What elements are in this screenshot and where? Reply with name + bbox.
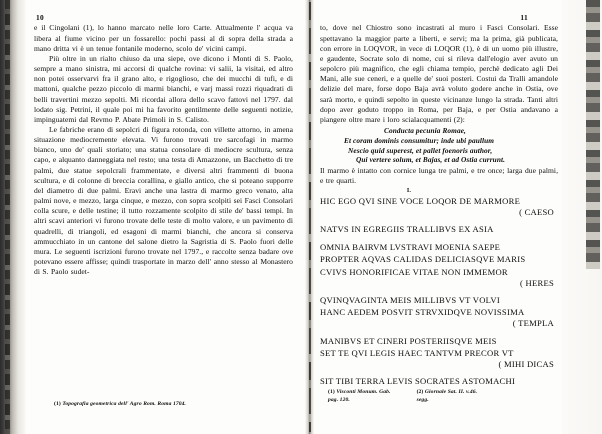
recto-footnote-1-cont: pag. 120.: [328, 397, 350, 403]
verse-line-4: Qui vertere solum, et Bajas, et ad Ostia currunt.: [356, 155, 506, 165]
verso-paragraph-3: Le fabriche erano di sepolcri di figura rotonda, con villette attorno, in amena situazione mediocremente elevata. Vi furono trovati tre sarcofagi in marmo bianco, uno de' quali storiato; una statua consolare di mediocre scultura, senza capo, e alquanto danneggiata nel resto; una testa di Amazzone, un Bacchetto di tre palmi, due statue sepolcrali frammentate, e diversi altri frammenti di buona scultura, e di colonne di breccia corallina, e giallo antico, che si poteano supporre del diametro di due palmi. Eravi anche una lastra di marmo greco venato, alta palmi nove, e mezzo, larga cinque, e mezzo, con sopra scolpiti sei Fasci Consolari colla scure, e delle testine; il tutto rozzamente scolpito di stile de' bassi tempi. In altri scavi anteriori vi furono trovate delle teste di molto valore, e un pavimento di quadrelli, di triangoli, ed esagoni di marmi bianchi, che ancora si conserva ammucchiato in un cantone del salone dietro la Sagristia di S. Paolo fuori delle mura. Le seguenti iscrizioni furono trovate nel 1797., e raccolte senza badare ove potevano essere affisse; quindi trasportate in marzo dell' anno stesso al Monastero di S. Paolo sudet-: [34, 124, 293, 277]
binding-gutter-shadow: [309, 2, 311, 432]
inscription-line: SET TE QVI LEGIS HAEC TANTVM PRECOR VT: [320, 348, 514, 359]
roman-inscription-block: [320, 188, 558, 388]
verso-paragraph-1: e il Cingolani (1), lo hanno marcato nelle loro Carte. Attualmente l' acqua va libera al fiume vicino per un fossarello: pochi passi al di sopra della strada a mano dritta vi è un tenue fontanile moderno, scolo de' vicini campi.: [34, 23, 293, 53]
verso-page: [26, 0, 305, 434]
scan-edge-left: [0, 0, 26, 434]
latin-verse-quotation: [320, 126, 558, 164]
recto-footnote-1-text: Visconti Monum. Gab.: [336, 389, 391, 395]
recto-paragraph-1: to, dove nel Chiostro sono incastrati al muro i Fasci Consolari. Esse spettavano la maggior parte a liberti, e servi; ma la prima, già publicata, con errore in LOQVOR, in vece di LOQOR (1), è di un uomo più illustre, e gaudente, Socrate solo di nome, cui si rileva dall'elogio aver avuto un sepolcro più magnifico, che egli chiama tempio, perchè dedicato agli Dei Mani, alle sue ceneri, e a quelle de' suoi posteri. Costui da Tralli amandole delizie del mare, forse dopo Baja avrà voluto godere anche in Ostia, ove sarà morto, e quindi sepolto in queste vicinanze lungo la strada. Tanti altri dopo aver goduto troppo in Roma, per Baja, e per Ostia andavano a piangere oltre mare i loro scialacquamenti (2):: [320, 23, 558, 124]
inscription-line: HIC EGO QVI SINE VOCE LOQOR DE MARMORE: [320, 196, 521, 207]
inscription-line: SIT TIBI TERRA LEVIS SOCRATES ASTOMACHI: [320, 376, 516, 387]
verso-paragraph-2: Più oltre in un rialto chiuso da una siepe, ove dicono i Monti di S. Paolo, sempre a mano sinistra, mi accorsi di qualche rovina: vi salii, la visitai, ed altro non potei osservarvi fra il grano alto, e rigoglioso, che dei mucchi di tufi, e di mattoni, qualche pezzo piccolo di marmi bianchi, e varj massi rozzi riquadrati di belli travertini mezzo sepolti. Mi ricordai allora dello scavo fattovi nel 1797. dal lodato sig. Petrini, il quale poi mi ha favorito gentilmente delle seguenti notizie, impinguatemi dal Revmo P. Abate Primoli in S. Calisto.: [34, 53, 293, 124]
inscription-line: HANC AEDEM POSVIT STRVXIDQVE NOVISSIMA: [320, 307, 525, 318]
inscription-line: PROPTER AQVAS CALIDAS DELICIASQVE MARIS: [320, 254, 526, 265]
inscription-number: I.: [406, 188, 412, 195]
recto-after-verse-text: Il marmo è intatto con cornice lunga tre palmi, e tre once; larga due palmi, e tre quarti.: [320, 165, 558, 185]
inscription-line-continuation: ( TEMPLA: [512, 318, 554, 329]
verso-footnote-marker: (1): [54, 401, 61, 407]
scan-edge-right: [562, 0, 602, 434]
inscription-line-continuation: ( CAESO: [519, 207, 554, 218]
verso-footnote-text: Topografia geometrica dell' Agro Rom. Roma 1704.: [62, 401, 187, 407]
verse-line-2: Et coram dominis consumitur; inde ubi paullum: [344, 136, 495, 146]
verso-footnote-area: [26, 400, 305, 408]
inscription-lines: [320, 195, 558, 388]
inscription-line: NATVS IN EGREGIIS TRALLIBVS EX ASIA: [320, 224, 494, 235]
verso-folio-number: 10: [36, 13, 44, 22]
recto-footnote-2-cont: segg.: [416, 397, 429, 403]
verse-line-1: Conducta pecunia Romae,: [384, 126, 466, 136]
inscription-line-continuation: ( MIHI DICAS: [498, 359, 554, 370]
recto-footnote-row: [328, 388, 552, 404]
recto-footnote-1-marker: (1): [328, 389, 335, 395]
recto-footnote-area: [314, 388, 562, 404]
inscription-line: CVIVS HONORIFICAE VITAE NON IMMEMOR: [320, 266, 508, 277]
verso-footnote: [54, 400, 289, 408]
recto-footnote-2-text: Giornale Sat. II. v.46.: [424, 389, 478, 395]
recto-folio-number: 11: [520, 13, 528, 22]
inscription-line: OMNIA BAIRVM LVSTRAVI MOENIA SAEPE: [320, 241, 501, 252]
inscription-line-continuation: ( HERES: [520, 277, 554, 288]
recto-footnote-1: [328, 388, 391, 404]
recto-page: [314, 0, 562, 434]
recto-footnote-2: [417, 388, 478, 404]
verse-line-3: Nescio quid superest, et pallet foenoris author,: [348, 145, 493, 155]
inscription-line: QVINQVAGINTA MEIS MILLIBVS VT VOLVI: [320, 295, 500, 305]
binding-gutter: [305, 0, 314, 434]
inscription-line: MANIBVS ET CINERI POSTERIISQVE MEIS: [320, 335, 497, 346]
recto-footnote-2-marker: (2): [416, 389, 424, 395]
